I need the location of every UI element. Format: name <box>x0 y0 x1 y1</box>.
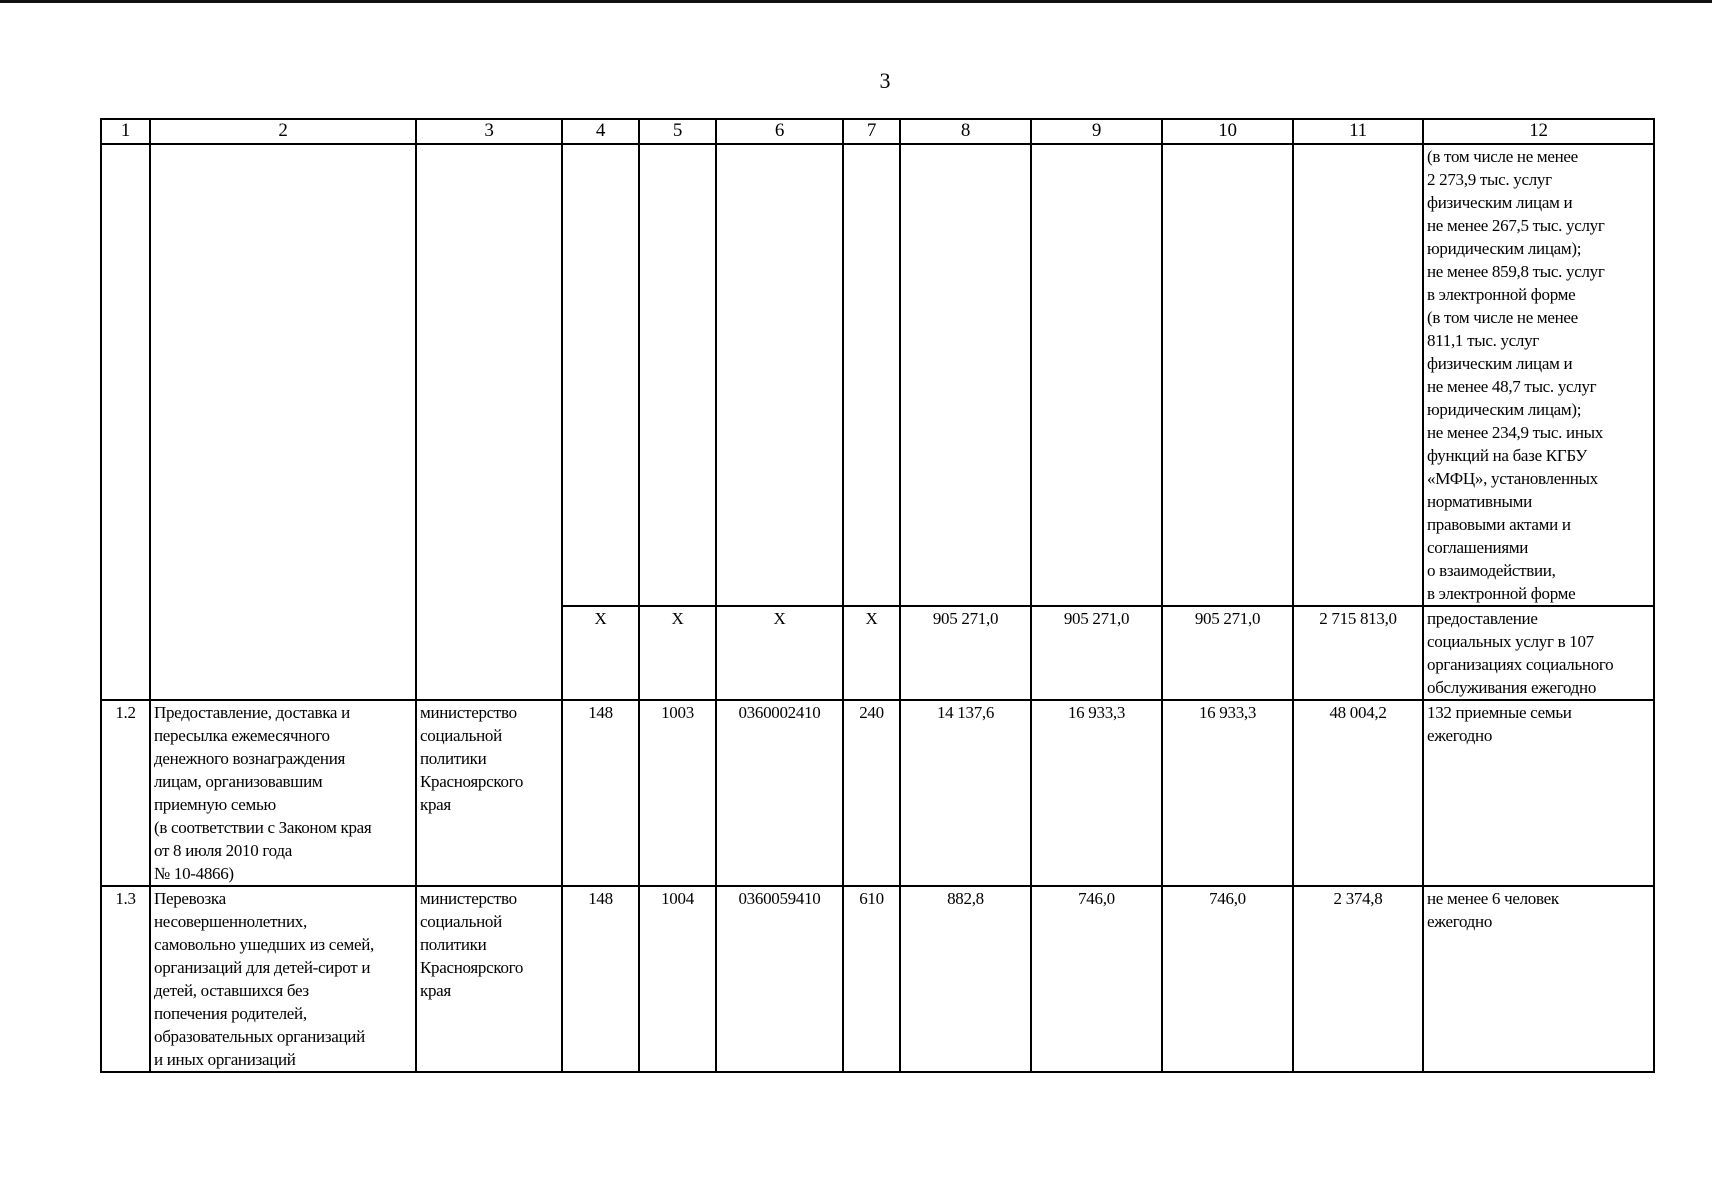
cont-num-cell <box>101 144 150 700</box>
blank-cell <box>639 144 716 606</box>
header-cell: 4 <box>562 119 639 144</box>
row-c4: 148 <box>562 700 639 886</box>
header-cell: 5 <box>639 119 716 144</box>
row-c7: 610 <box>843 886 900 1072</box>
table-row <box>101 700 1654 886</box>
blank-cell <box>843 144 900 606</box>
row-c6: 0360059410 <box>716 886 843 1072</box>
subtotal-c8: 905 271,0 <box>900 606 1031 700</box>
subtotal-c9: 905 271,0 <box>1031 606 1162 700</box>
blank-cell <box>1293 144 1423 606</box>
row-c9: 16 933,3 <box>1031 700 1162 886</box>
row-c5: 1004 <box>639 886 716 1072</box>
row-number: 1.2 <box>101 700 150 886</box>
row-organization: министерство социальной политики Красноярского края <box>416 700 562 886</box>
row-c6: 0360002410 <box>716 700 843 886</box>
subtotal-c11: 2 715 813,0 <box>1293 606 1423 700</box>
header-cell: 3 <box>416 119 562 144</box>
header-cell: 10 <box>1162 119 1293 144</box>
subtotal-result: предоставление социальных услуг в 107 организациях социального обслуживания ежегодно <box>1423 606 1654 700</box>
cont-result-cell: (в том числе не менее 2 273,9 тыс. услуг физическим лицам и не менее 267,5 тыс. услуг юридическим лицам); не менее 859,8 тыс. услуг в электронной форме (в том числе не менее 811,1 тыс. услуг физическим лицам и не менее 48,7 тыс. услуг юридическим лицам); не менее 234,9 тыс. иных функций на базе КГБУ «МФЦ», установленных нормативными правовыми актами и соглашениями о взаимодействии, в электронной форме <box>1423 144 1654 606</box>
blank-cell <box>562 144 639 606</box>
row-c9: 746,0 <box>1031 886 1162 1072</box>
subtotal-c6: Х <box>716 606 843 700</box>
continuation-row <box>101 144 1654 606</box>
subtotal-c4: Х <box>562 606 639 700</box>
scan-top-edge <box>0 0 1712 3</box>
row-c10: 746,0 <box>1162 886 1293 1072</box>
page-number: 3 <box>879 68 891 93</box>
subtotal-c10: 905 271,0 <box>1162 606 1293 700</box>
header-cell: 11 <box>1293 119 1423 144</box>
blank-cell <box>1162 144 1293 606</box>
blank-cell <box>1031 144 1162 606</box>
row-c7: 240 <box>843 700 900 886</box>
row-c11: 48 004,2 <box>1293 700 1423 886</box>
row-result: 132 приемные семьи ежегодно <box>1423 700 1654 886</box>
header-cell: 6 <box>716 119 843 144</box>
table-header-row <box>101 119 1654 144</box>
cont-name-cell <box>150 144 416 700</box>
header-cell: 12 <box>1423 119 1654 144</box>
header-cell: 8 <box>900 119 1031 144</box>
budget-table <box>100 118 1655 1073</box>
row-c8: 882,8 <box>900 886 1031 1072</box>
row-result: не менее 6 человек ежегодно <box>1423 886 1654 1072</box>
row-c5: 1003 <box>639 700 716 886</box>
row-activity-name: Предоставление, доставка и пересылка ежемесячного денежного вознаграждения лицам, организовавшим приемную семью (в соответствии с Законом края от 8 июля 2010 года № 10-4866) <box>150 700 416 886</box>
header-cell: 1 <box>101 119 150 144</box>
header-cell: 7 <box>843 119 900 144</box>
header-cell: 9 <box>1031 119 1162 144</box>
row-organization: министерство социальной политики Красноярского края <box>416 886 562 1072</box>
row-number: 1.3 <box>101 886 150 1072</box>
header-cell: 2 <box>150 119 416 144</box>
row-c4: 148 <box>562 886 639 1072</box>
row-c11: 2 374,8 <box>1293 886 1423 1072</box>
blank-cell <box>716 144 843 606</box>
blank-cell <box>900 144 1031 606</box>
row-c10: 16 933,3 <box>1162 700 1293 886</box>
table-row <box>101 886 1654 1072</box>
row-activity-name: Перевозка несовершеннолетних, самовольно ушедших из семей, организаций для детей-сирот и детей, оставшихся без попечения родителей, образовательных организаций и иных организаций <box>150 886 416 1072</box>
cont-org-cell <box>416 144 562 700</box>
subtotal-c7: Х <box>843 606 900 700</box>
row-c8: 14 137,6 <box>900 700 1031 886</box>
subtotal-c5: Х <box>639 606 716 700</box>
